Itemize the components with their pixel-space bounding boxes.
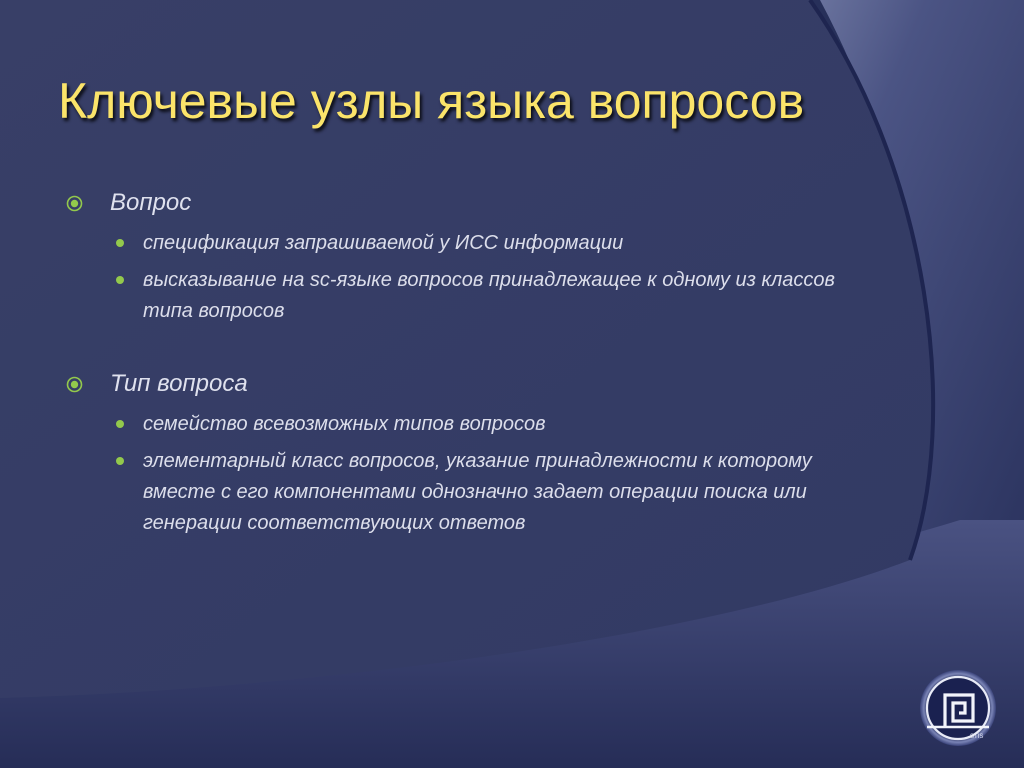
list-item [66,446,883,539]
section-header [66,367,886,403]
dot-bullet-icon [116,457,124,465]
dot-bullet-icon [116,239,124,247]
circle-bullet-icon [66,376,83,393]
section-label: Вопрос [110,189,192,216]
list-item-text: элементарный класс вопросов, указание принадлежности к которому вместе с его компонентами однозначно задает операции поиска или генерации соответствующих ответов [143,450,812,534]
list-item-text: семейство всевозможных типов вопросов [143,413,546,435]
section-question-type [66,367,886,539]
list-item [66,409,883,440]
stis-logo-icon [918,668,998,748]
sub-list [66,409,886,539]
section-label: Тип вопроса [110,370,248,397]
slide-title: Ключевые узлы языка вопросов [58,73,805,129]
section-question [66,186,886,327]
dot-bullet-icon [116,420,124,428]
section-header [66,186,886,222]
dot-bullet-icon [116,276,124,284]
list-item [66,228,883,259]
list-item-text: спецификация запрашиваемой у ИСС информации [143,232,624,254]
slide-content [66,186,886,545]
list-item [66,265,883,327]
circle-bullet-icon [66,195,83,212]
logo-text: STIS [970,734,984,740]
list-item-text: высказывание на sc-языке вопросов принадлежащее к одному из классов типа вопросов [143,269,835,322]
sub-list [66,228,886,327]
